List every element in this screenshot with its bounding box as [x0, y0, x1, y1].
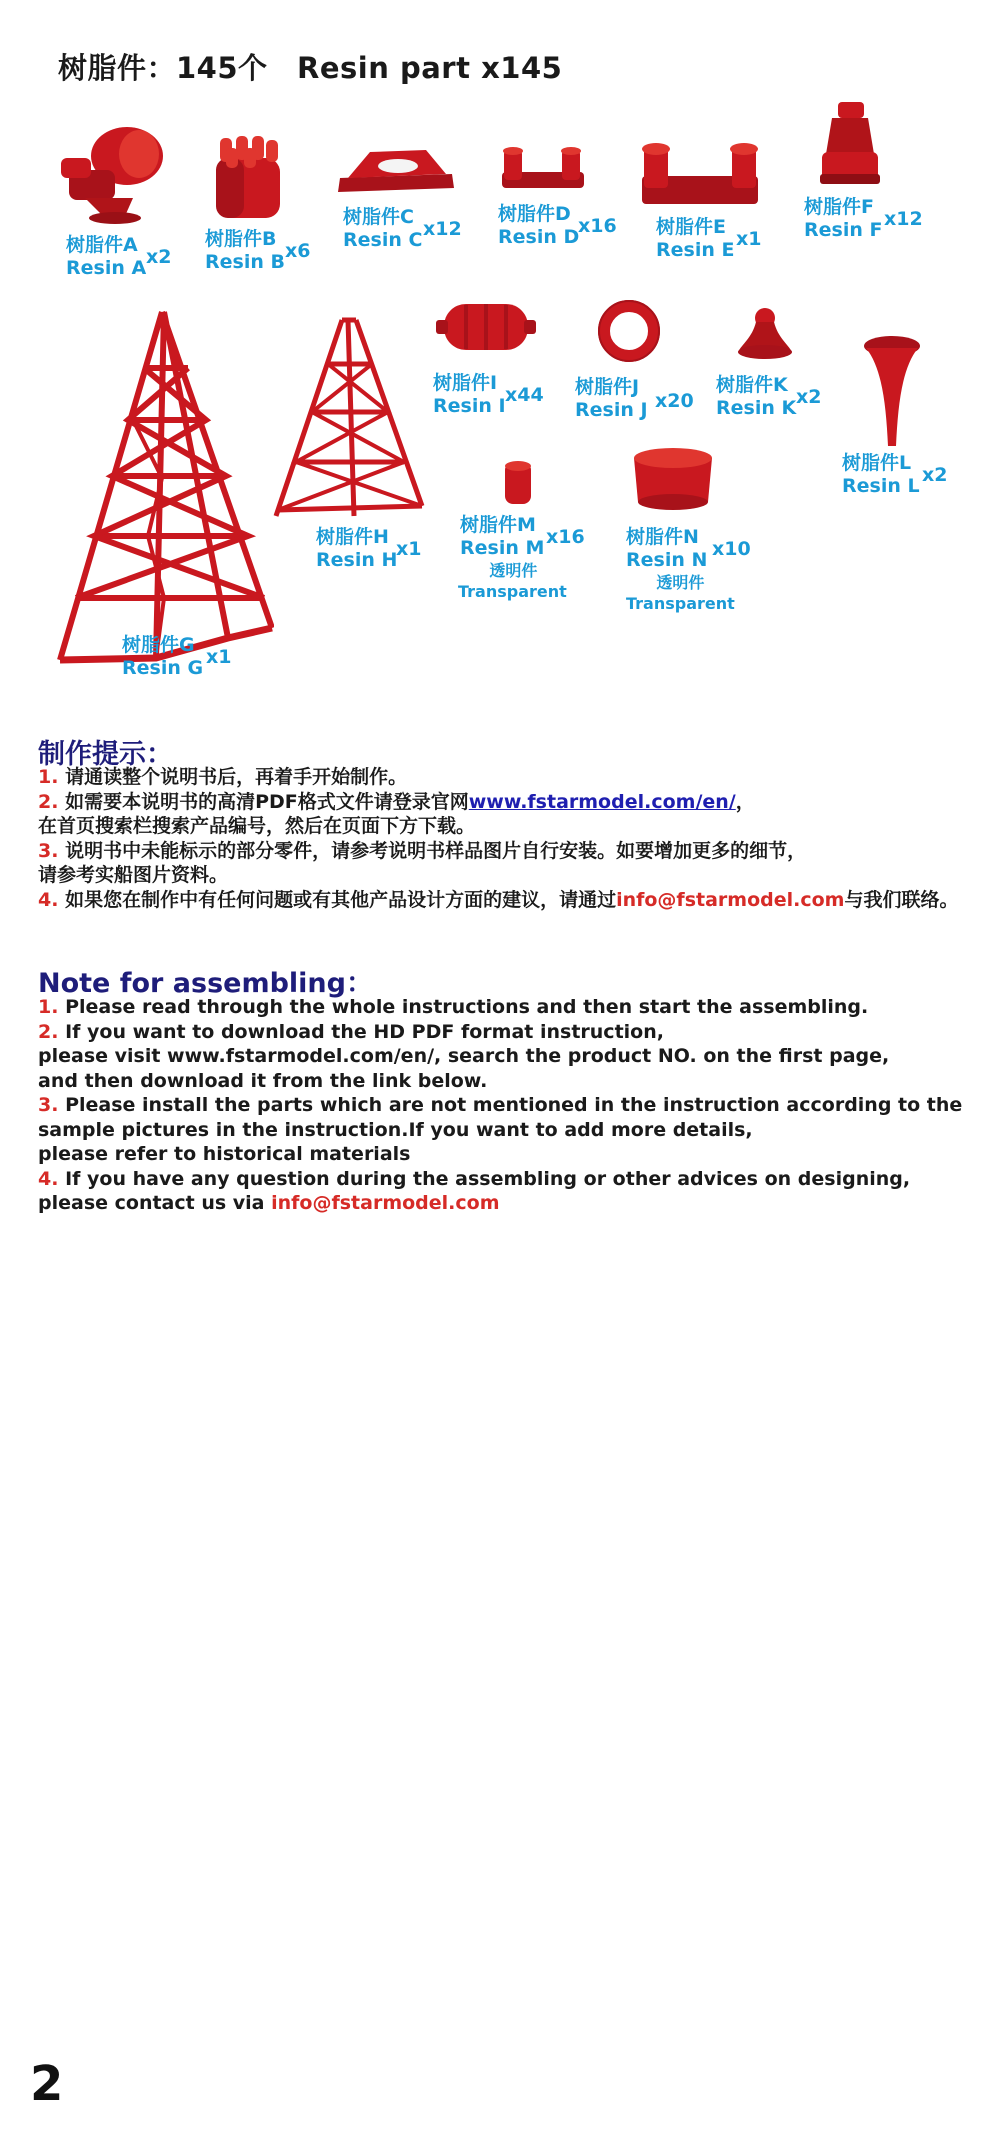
resin-a-image — [55, 118, 170, 230]
part-label-f: 树脂件F Resin F x12 — [804, 196, 923, 241]
tips-cn-item-2: 2. 如需要本说明书的高清PDF格式文件请登录官网www.fstarmodel.com/en/， — [38, 790, 755, 813]
page-title: 树脂件：145个 Resin part x145 — [58, 51, 563, 85]
tips-cn-item-4: 4. 如果您在制作中有任何问题或有其他产品设计方面的建议，请通过info@fstarmodel.com与我们联络。 — [38, 888, 959, 911]
part-label-j: 树脂件J Resin J x20 — [575, 376, 694, 421]
part-label-l: 树脂件L Resin L x2 — [842, 452, 948, 497]
email-link[interactable]: info@fstarmodel.com — [616, 888, 845, 911]
part-label-d: 树脂件D Resin D x16 — [498, 203, 617, 248]
resin-f-image — [818, 98, 882, 190]
tips-en-item-1: 1. Please read through the whole instructions and then start the assembling. — [38, 996, 869, 1018]
part-label-h: 树脂件H Resin H x1 — [316, 526, 422, 571]
part-label-k: 树脂件K Resin K x2 — [716, 374, 822, 419]
resin-d-image — [498, 144, 588, 194]
resin-l-cone-image — [862, 334, 922, 452]
resin-j-ring-image — [596, 298, 662, 364]
tips-en-item-3-cont2: please refer to historical materials — [38, 1143, 411, 1165]
part-n-transparent-en: Transparent — [626, 594, 735, 613]
tips-en-item-4: 4. If you have any question during the assembling or other advices on designing, — [38, 1167, 911, 1190]
part-label-b: 树脂件B Resin B x6 — [205, 228, 311, 273]
tips-cn-item-3: 3. 说明书中未能标示的部分零件，请参考说明书样品图片自行安装。如要增加更多的细节， — [38, 839, 807, 862]
part-m-transparent-cn: 透明件 — [489, 561, 538, 580]
tips-cn-item-2-cont: 在首页搜索栏搜索产品编号，然后在页面下方下载。 — [38, 815, 476, 837]
page-number: 2 — [30, 2056, 64, 2112]
resin-n-image — [628, 444, 718, 512]
resin-k-image — [734, 304, 796, 362]
resin-b-image — [210, 132, 286, 224]
tips-cn-list — [38, 765, 958, 912]
resin-i-image — [436, 296, 538, 358]
tips-cn-heading: 制作提示： — [38, 739, 173, 770]
part-label-m: 树脂件M Resin M x16 透明件 Transparent — [458, 514, 585, 601]
tips-en-item-3-cont: sample pictures in the instruction.If you want to add more details, — [38, 1118, 753, 1141]
part-label-g: 树脂件G Resin G x1 — [122, 634, 232, 679]
tips-en-item-4-cont: please contact us via info@fstarmodel.com — [38, 1192, 500, 1214]
resin-h-tower-image — [272, 316, 426, 520]
part-m-transparent-en: Transparent — [458, 582, 567, 601]
tips-en-item-2-cont2: and then download it from the link below. — [38, 1069, 488, 1092]
resin-m-image — [500, 458, 536, 510]
tips-cn-item-1: 1. 请通读整个说明书后，再着手开始制作。 — [38, 766, 408, 788]
website-link[interactable]: www.fstarmodel.com/en/ — [468, 790, 736, 813]
part-label-n: 树脂件N Resin N x10 透明件 Transparent — [626, 526, 751, 613]
tips-en-item-3: 3. Please install the parts which are not mentioned in the instruction according to the — [38, 1094, 963, 1116]
part-n-transparent-cn: 透明件 — [656, 573, 705, 592]
tips-en-item-2-cont: please visit www.fstarmodel.com/en/, search the product NO. on the first page, — [38, 1045, 890, 1067]
tips-en-list — [38, 995, 962, 1216]
tips-en-heading: Note for assembling： — [38, 968, 373, 999]
part-label-e: 树脂件E Resin E x1 — [656, 216, 762, 261]
resin-g-tower-image — [52, 308, 274, 664]
resin-c-image — [334, 144, 458, 196]
part-label-a: 树脂件A Resin A x2 — [66, 234, 172, 279]
email-link-en[interactable]: info@fstarmodel.com — [271, 1192, 500, 1214]
resin-e-image — [638, 138, 762, 210]
part-label-c: 树脂件C Resin C x12 — [343, 206, 462, 251]
tips-en-item-2: 2. If you want to download the HD PDF format instruction, — [38, 1020, 664, 1043]
tips-cn-item-3-cont: 请参考实船图片资料。 — [38, 864, 229, 886]
part-label-i: 树脂件I Resin I x44 — [433, 372, 544, 417]
